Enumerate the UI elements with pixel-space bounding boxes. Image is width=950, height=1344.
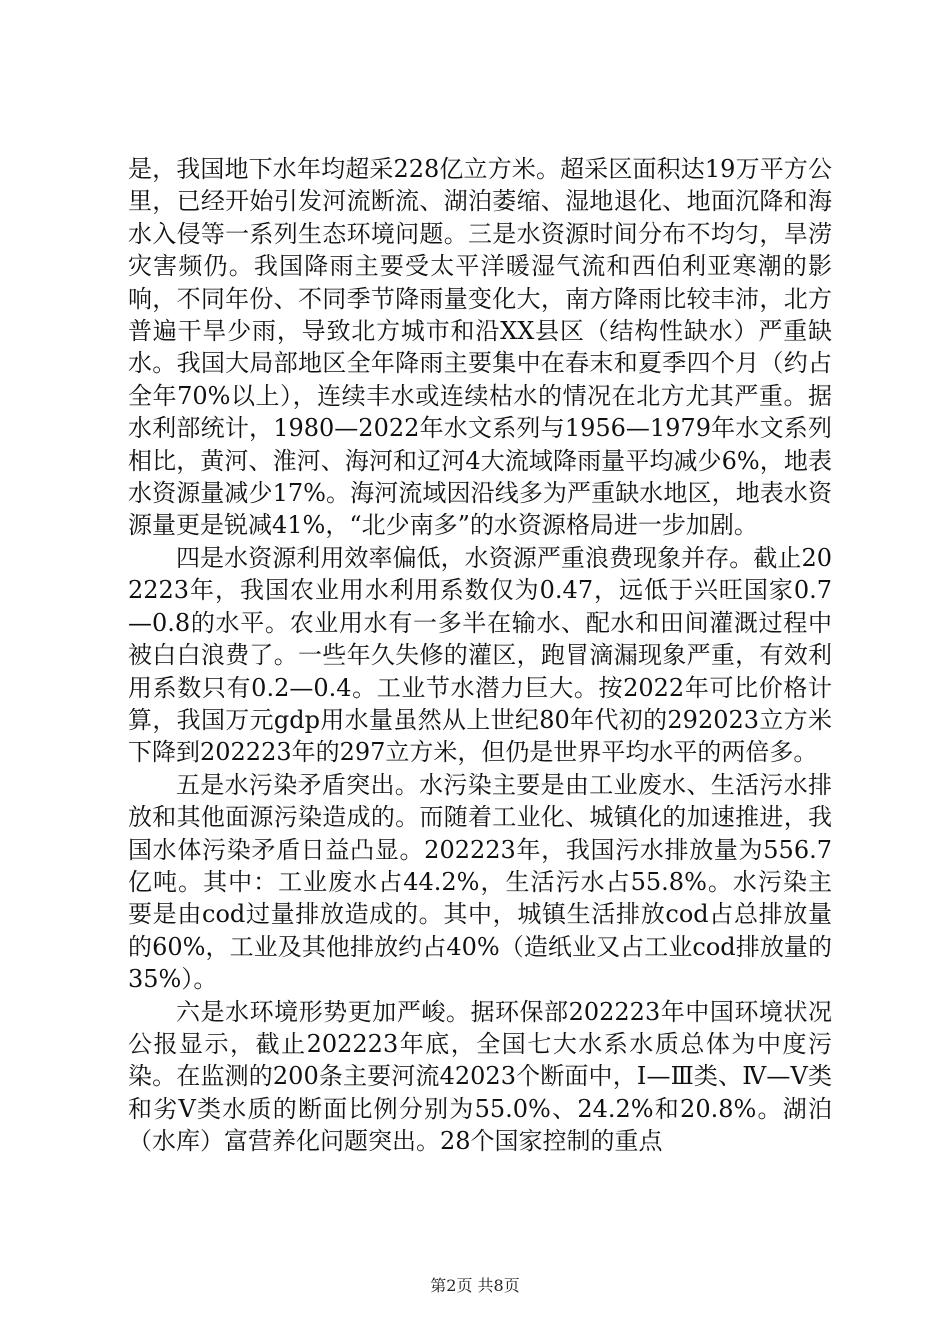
- paragraph-1: 是，我国地下水年均超采228亿立方米。超采区面积达19万平方公里，已经开始引发河流断流、湖泊萎缩、湿地退化、地面沉降和海水入侵等一系列生态环境问题。三是水资源时间分布不均匀，旱涝灾害频仍。我国降雨主要受太平洋暖湿气流和西伯利亚寒潮的影响，不同年份、不同季节降雨量变化大，南方降雨比较丰沛，北方普遍干旱少雨，导致北方城市和沿XX县区（结构性缺水）严重缺水。我国大局部地区全年降雨主要集中在春末和夏季四个月（约占全年70%以上），连续丰水或连续枯水的情况在北方尤其严重。据水利部统计，1980—2022年水文系列与1956—1979年水文系列相比，黄河、淮河、海河和辽河4大流域降雨量平均减少6%，地表水资源量减少17%。海河流域因沿线多为严重缺水地区，地表水资源量更是锐减41%，“北少南多”的水资源格局进一步加剧。: [128, 155, 832, 540]
- document-body: [128, 153, 832, 1158]
- paragraph-2: 四是水资源利用效率偏低，水资源严重浪费现象并存。截止202223年，我国农业用水利用系数仅为0.47，远低于兴旺国家0.7—0.8的水平。农业用水有一多半在输水、配水和田间灌溉过程中被白白浪费了。一些年久失修的灌区，跑冒滴漏现象严重，有效利用系数只有0.2—0.4。工业节水潜力巨大。按2022年可比价格计算，我国万元gdp用水量虽然从上世纪80年代初的292023立方米下降到202223年的297立方米，但仍是世界平均水平的两倍多。: [128, 543, 832, 767]
- paragraph-4: 六是水环境形势更加严峻。据环保部202223年中国环境状况公报显示，截止202223年底，全国七大水系水质总体为中度污染。在监测的200条主要河流42023个断面中，Ⅰ—Ⅲ类、Ⅳ—Ⅴ类和劣Ⅴ类水质的断面比例分别为55.0%、24.2%和20.8%。湖泊（水库）富营养化问题突出。28个国家控制的重点: [128, 997, 832, 1156]
- paragraph-3: 五是水污染矛盾突出。水污染主要是由工业废水、生活污水排放和其他面源污染造成的。而随着工业化、城镇化的加速推进，我国水体污染矛盾日益凸显。202223年，我国污水排放量为556.7亿吨。其中：工业废水占44.2%，生活污水占55.8%。水污染主要是由cod过量排放造成的。其中，城镇生活排放cod占总排放量的60%，工业及其他排放约占40%（造纸业又占工业cod排放量的35%）。: [128, 770, 832, 994]
- page-footer: 第2页 共8页: [430, 1276, 520, 1295]
